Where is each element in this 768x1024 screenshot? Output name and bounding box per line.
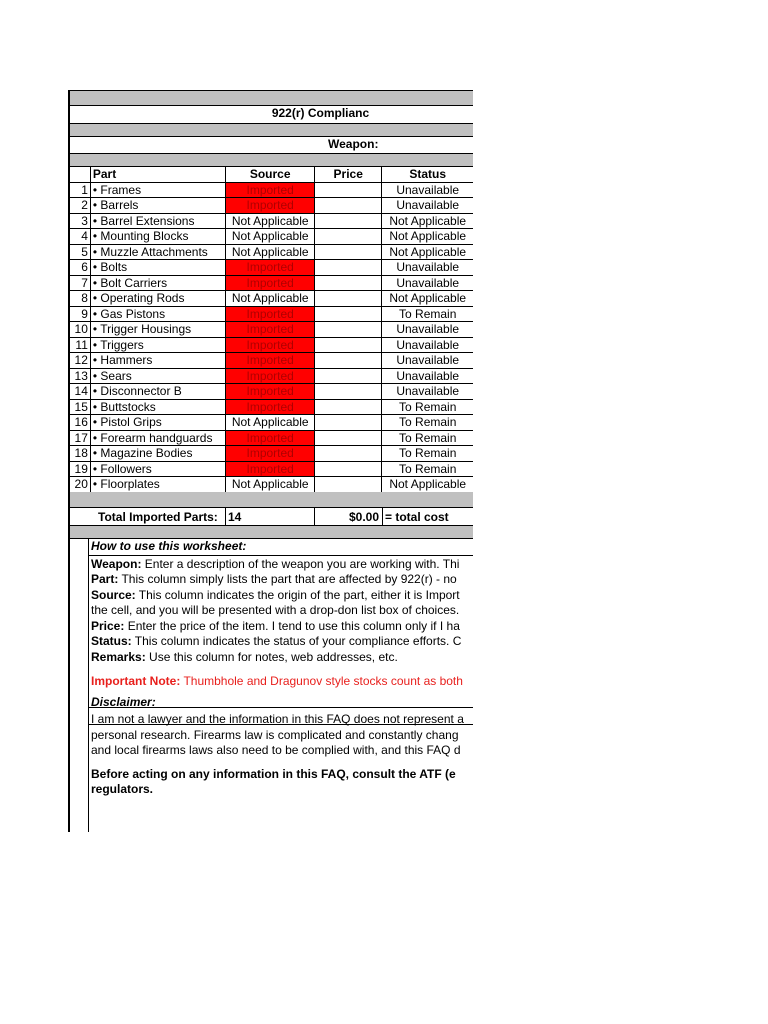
help-line-text: Use this column for notes, web addresses, etc. [145, 649, 398, 664]
row-number: 1 [70, 182, 90, 198]
row-number: 13 [70, 368, 90, 384]
part-cell: • Pistol Grips [90, 415, 225, 431]
price-cell[interactable] [315, 306, 382, 322]
part-cell: • Gas Pistons [90, 306, 225, 322]
price-cell[interactable] [315, 322, 382, 338]
source-cell[interactable]: Imported [226, 446, 315, 462]
row-number: 14 [70, 384, 90, 400]
price-cell[interactable] [315, 213, 382, 229]
help-line [91, 572, 473, 588]
status-cell[interactable]: To Remain [382, 430, 473, 446]
part-cell: • Forearm handguards [90, 430, 225, 446]
worksheet-title: 922(r) Complianc [271, 106, 370, 120]
help-section [88, 539, 473, 798]
part-cell: • Barrels [90, 198, 225, 214]
table-row [70, 244, 473, 260]
price-cell[interactable] [315, 461, 382, 477]
price-cell[interactable] [315, 368, 382, 384]
status-cell[interactable]: Not Applicable [382, 477, 473, 493]
source-cell[interactable]: Imported [226, 306, 315, 322]
status-cell[interactable]: Not Applicable [382, 244, 473, 260]
help-line-label: Weapon: [91, 556, 142, 571]
help-line-label: Source: [91, 587, 136, 602]
table-row [70, 384, 473, 400]
help-line [91, 603, 473, 619]
source-cell[interactable]: Imported [226, 322, 315, 338]
help-line-text: This column simply lists the part that are affected by 922(r) - no [118, 572, 457, 586]
source-cell[interactable]: Imported [226, 337, 315, 353]
important-note-text: Thumbhole and Dragunov style stocks count as both [180, 674, 463, 688]
table-header-row [70, 167, 473, 183]
price-column-header: Price [315, 167, 382, 183]
status-cell[interactable]: Unavailable [382, 260, 473, 276]
part-cell: • Sears [90, 368, 225, 384]
help-line-text: Enter a description of the weapon you are working with. Thi [141, 556, 460, 571]
source-cell[interactable]: Not Applicable [226, 213, 315, 229]
help-line [91, 557, 473, 573]
price-cell[interactable] [315, 229, 382, 245]
header-band [70, 91, 473, 105]
disclaimer-bold-line: Before acting on any information in this FAQ, consult the ATF (e [91, 766, 456, 781]
help-heading: How to use this worksheet: [91, 539, 247, 553]
source-cell[interactable]: Imported [226, 182, 315, 198]
source-cell[interactable]: Imported [226, 260, 315, 276]
table-row [70, 306, 473, 322]
part-cell: • Bolts [90, 260, 225, 276]
part-cell: • Frames [90, 182, 225, 198]
total-cost-value[interactable]: $0.00 [349, 510, 380, 524]
table-row [70, 415, 473, 431]
part-cell: • Followers [90, 461, 225, 477]
help-line-label: Remarks: [91, 649, 146, 664]
price-cell[interactable] [315, 291, 382, 307]
row-number: 15 [70, 399, 90, 415]
row-number: 17 [70, 430, 90, 446]
help-line [91, 650, 473, 666]
price-cell[interactable] [315, 399, 382, 415]
row-number: 2 [70, 198, 90, 214]
table-row [70, 446, 473, 462]
part-cell: • Mounting Blocks [90, 229, 225, 245]
disclaimer-line: personal research. Firearms law is complicated and constantly chang [91, 727, 459, 742]
help-line-text: Enter the price of the item. I tend to use this column only if I ha [124, 618, 460, 633]
help-line [91, 634, 473, 650]
row-number: 3 [70, 213, 90, 229]
price-cell[interactable] [315, 337, 382, 353]
part-cell: • Trigger Housings [90, 322, 225, 338]
price-cell[interactable] [315, 415, 382, 431]
help-line [91, 588, 473, 604]
source-cell[interactable]: Imported [226, 353, 315, 369]
table-row [70, 260, 473, 276]
source-cell[interactable]: Imported [226, 368, 315, 384]
table-row [70, 322, 473, 338]
part-cell: • Bolt Carriers [90, 275, 225, 291]
table-row [70, 477, 473, 493]
part-cell: • Triggers [90, 337, 225, 353]
source-cell[interactable]: Not Applicable [226, 229, 315, 245]
status-cell[interactable]: To Remain [382, 461, 473, 477]
help-line-text: This column indicates the origin of the part, either it is Import [135, 587, 460, 602]
part-cell: • Disconnector B [90, 384, 225, 400]
price-cell[interactable] [315, 477, 382, 493]
status-cell[interactable]: Unavailable [382, 353, 473, 369]
status-cell[interactable]: To Remain [382, 306, 473, 322]
status-cell[interactable]: To Remain [382, 399, 473, 415]
table-row [70, 229, 473, 245]
part-column-header: Part [90, 167, 225, 183]
row-number: 12 [70, 353, 90, 369]
table-row [70, 337, 473, 353]
table-row [70, 353, 473, 369]
source-cell[interactable]: Not Applicable [226, 291, 315, 307]
source-cell[interactable]: Imported [226, 430, 315, 446]
status-cell[interactable]: To Remain [382, 415, 473, 431]
table-row [70, 430, 473, 446]
price-cell[interactable] [315, 384, 382, 400]
help-line [91, 619, 473, 635]
disclaimer-bold-line: regulators. [91, 782, 154, 796]
row-number: 16 [70, 415, 90, 431]
row-number: 11 [70, 337, 90, 353]
source-cell[interactable]: Imported [226, 275, 315, 291]
help-line-text: This column indicates the status of your compliance efforts. C [131, 634, 462, 648]
status-cell[interactable]: Unavailable [382, 384, 473, 400]
table-row [70, 275, 473, 291]
part-cell: • Hammers [90, 353, 225, 369]
row-number: 4 [70, 229, 90, 245]
disclaimer-heading: Disclaimer: [91, 694, 156, 709]
important-note [88, 674, 473, 690]
row-number: 7 [70, 275, 90, 291]
help-line-label: Status: [91, 634, 132, 648]
price-cell[interactable] [315, 244, 382, 260]
part-cell: • Floorplates [90, 477, 225, 493]
total-imported-label: Total Imported Parts: [98, 510, 218, 524]
worksheet [68, 90, 473, 832]
totals-row [70, 508, 473, 525]
row-number: 5 [70, 244, 90, 260]
total-imported-count[interactable]: 14 [228, 510, 242, 524]
row-number: 10 [70, 322, 90, 338]
part-cell: • Operating Rods [90, 291, 225, 307]
source-column-header: Source [226, 167, 315, 183]
part-cell: • Muzzle Attachments [90, 244, 225, 260]
table-row [70, 213, 473, 229]
table-row [70, 291, 473, 307]
table-row [70, 399, 473, 415]
source-cell[interactable]: Imported [226, 461, 315, 477]
row-number: 8 [70, 291, 90, 307]
status-cell[interactable]: Not Applicable [382, 213, 473, 229]
parts-table [70, 166, 473, 493]
price-cell[interactable] [315, 275, 382, 291]
part-cell: • Magazine Bodies [90, 446, 225, 462]
help-line-text: the cell, and you will be presented with a drop-don list box of choices. [91, 603, 460, 617]
price-cell[interactable] [315, 430, 382, 446]
disclaimer-line: I am not a lawyer and the information in this FAQ does not represent a [91, 712, 464, 726]
status-cell[interactable]: Unavailable [382, 337, 473, 353]
price-cell[interactable] [315, 446, 382, 462]
price-cell[interactable] [315, 260, 382, 276]
price-cell[interactable] [315, 182, 382, 198]
help-line-label: Price: [91, 618, 125, 633]
status-cell[interactable]: To Remain [382, 446, 473, 462]
row-number-header [70, 167, 90, 183]
table-row [70, 461, 473, 477]
source-cell[interactable]: Not Applicable [226, 244, 315, 260]
table-row [70, 182, 473, 198]
source-cell[interactable]: Imported [226, 384, 315, 400]
part-cell: • Barrel Extensions [90, 213, 225, 229]
status-cell[interactable]: Unavailable [382, 182, 473, 198]
source-cell[interactable]: Imported [226, 399, 315, 415]
source-cell[interactable]: Not Applicable [226, 477, 315, 493]
disclaimer-line: and local firearms laws also need to be complied with, and this FAQ d [91, 743, 461, 757]
price-cell[interactable] [315, 353, 382, 369]
row-number: 6 [70, 260, 90, 276]
row-number: 19 [70, 461, 90, 477]
help-line-label: Part: [91, 572, 119, 586]
status-column-header: Status [382, 167, 473, 183]
row-number: 18 [70, 446, 90, 462]
status-cell[interactable]: Unavailable [382, 368, 473, 384]
total-cost-label: = total cost [385, 510, 449, 524]
status-cell[interactable]: Unavailable [382, 322, 473, 338]
part-cell: • Buttstocks [90, 399, 225, 415]
source-cell[interactable]: Not Applicable [226, 415, 315, 431]
status-cell[interactable]: Unavailable [382, 198, 473, 214]
status-cell[interactable]: Not Applicable [382, 291, 473, 307]
status-cell[interactable]: Not Applicable [382, 229, 473, 245]
table-row [70, 198, 473, 214]
table-row [70, 368, 473, 384]
row-number: 9 [70, 306, 90, 322]
status-cell[interactable]: Unavailable [382, 275, 473, 291]
price-cell[interactable] [315, 198, 382, 214]
row-number: 20 [70, 477, 90, 493]
important-note-label: Important Note: [91, 674, 181, 688]
source-cell[interactable]: Imported [226, 198, 315, 214]
weapon-label: Weapon: [328, 137, 379, 151]
